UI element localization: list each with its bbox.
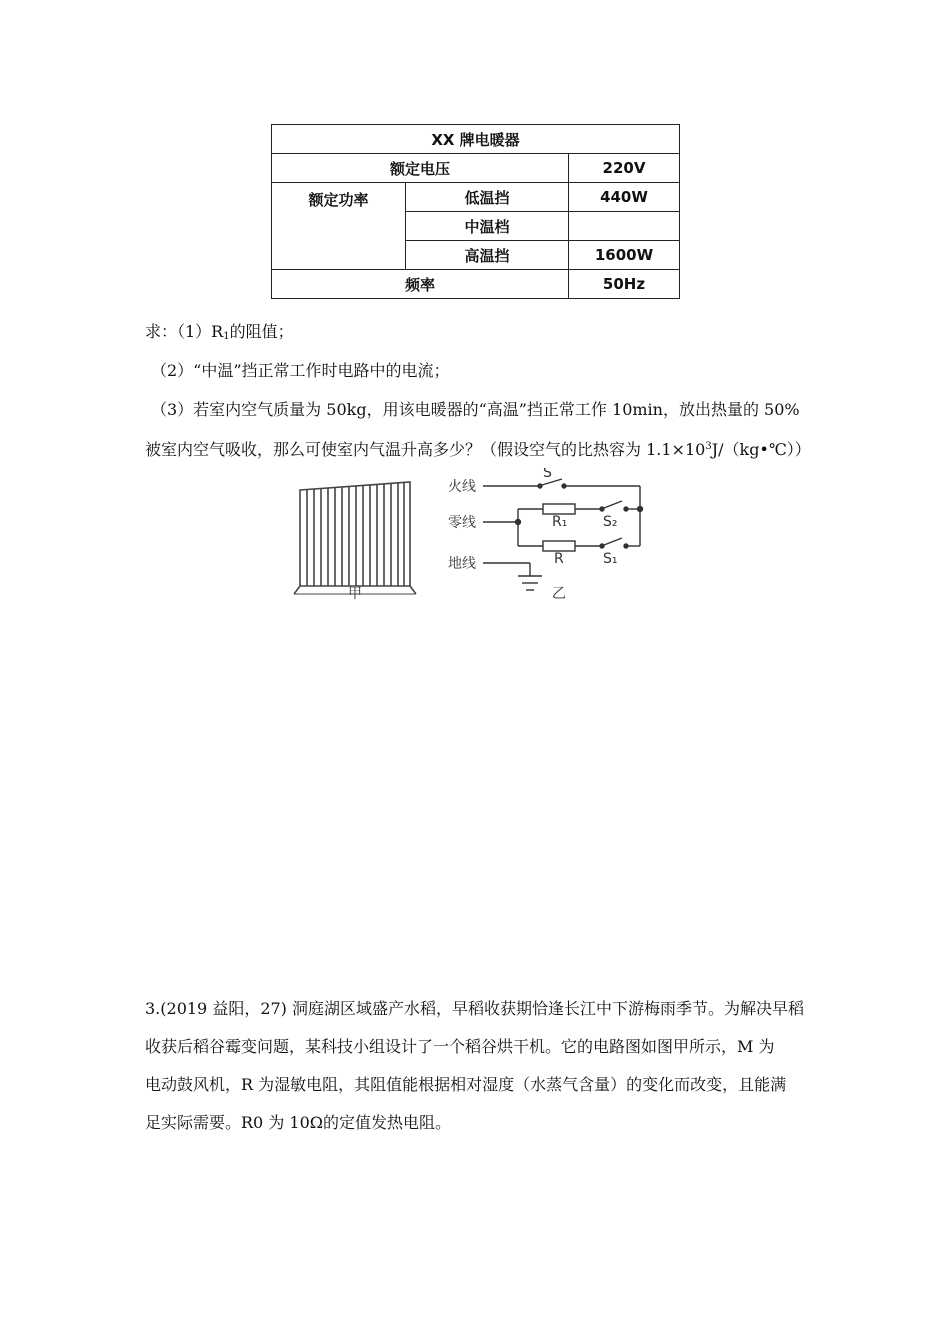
- question-1-text: 求：（1）R: [145, 322, 224, 341]
- resistor-r-label: R: [554, 551, 564, 567]
- problem-3: [145, 990, 810, 1142]
- question-3-text-end: J/（kg•℃））: [711, 440, 811, 459]
- question-2: （2）“中温”挡正常工作时电路中的电流；: [151, 361, 450, 380]
- label-b: 乙: [552, 586, 566, 602]
- table-row: [272, 183, 680, 212]
- question-1-subscript: 1: [223, 331, 230, 342]
- table-title: XX 牌电暖器: [272, 125, 680, 154]
- label-a: 甲: [348, 586, 362, 602]
- problem-3-line-3: 电动鼓风机，R 为湿敏电阻，其阻值能根据相对湿度（水蒸气含量）的变化而改变，且能满: [145, 1075, 787, 1094]
- question-1-text-end: 的阻值；: [229, 322, 294, 341]
- question-1: [145, 320, 294, 349]
- high-temp-label: 高温挡: [406, 241, 569, 270]
- problem-3-line-1: 3.(2019 益阳，27) 洞庭湖区域盛产水稻，早稻收获期恰逢长江中下游梅雨季节。为解决早稻: [145, 999, 805, 1018]
- table-row: [272, 154, 680, 183]
- question-3-line-2: [145, 435, 811, 462]
- switch-s2-label: S₂: [603, 514, 618, 530]
- mid-temp-value: [569, 212, 680, 241]
- switch-s1-label: S₁: [603, 551, 618, 567]
- neutral-wire-label: 零线: [448, 515, 476, 531]
- low-temp-value: 440W: [569, 183, 680, 212]
- question-3-line-1: （3）若室内空气质量为 50kg，用该电暖器的“高温”挡正常工作 10min，放出热量的 50%: [151, 400, 800, 419]
- problem-3-line-4: 足实际需要。R0 为 10Ω的定值发热电阻。: [145, 1113, 452, 1132]
- rated-voltage-label: 额定电压: [272, 154, 569, 183]
- rated-voltage-value: 220V: [569, 154, 680, 183]
- question-3-superscript: 3: [705, 441, 712, 452]
- table-row: [272, 125, 680, 154]
- live-wire-label: 火线: [448, 479, 476, 495]
- question-3-text: 被室内空气吸收，那么可使室内气温升高多少？（假设空气的比热容为 1.1×10: [145, 440, 706, 459]
- spec-table: [271, 124, 680, 299]
- problem-3-line-2: 收获后稻谷霉变问题，某科技小组设计了一个稻谷烘干机。它的电路图如图甲所示，M 为: [145, 1037, 775, 1056]
- radiator-illustration: [294, 482, 416, 594]
- mid-temp-label: 中温档: [406, 212, 569, 241]
- table-row: [272, 270, 680, 299]
- frequency-value: 50Hz: [569, 270, 680, 299]
- frequency-label: 频率: [272, 270, 569, 299]
- high-temp-value: 1600W: [569, 241, 680, 270]
- circuit-diagram: [483, 479, 643, 590]
- ground-wire-label: 地线: [448, 556, 476, 572]
- resistor-r1-label: R₁: [552, 514, 568, 530]
- low-temp-label: 低温挡: [406, 183, 569, 212]
- switch-s-label: S: [543, 468, 552, 481]
- rated-power-label: 额定功率: [272, 183, 406, 270]
- heater-figure: [290, 468, 660, 608]
